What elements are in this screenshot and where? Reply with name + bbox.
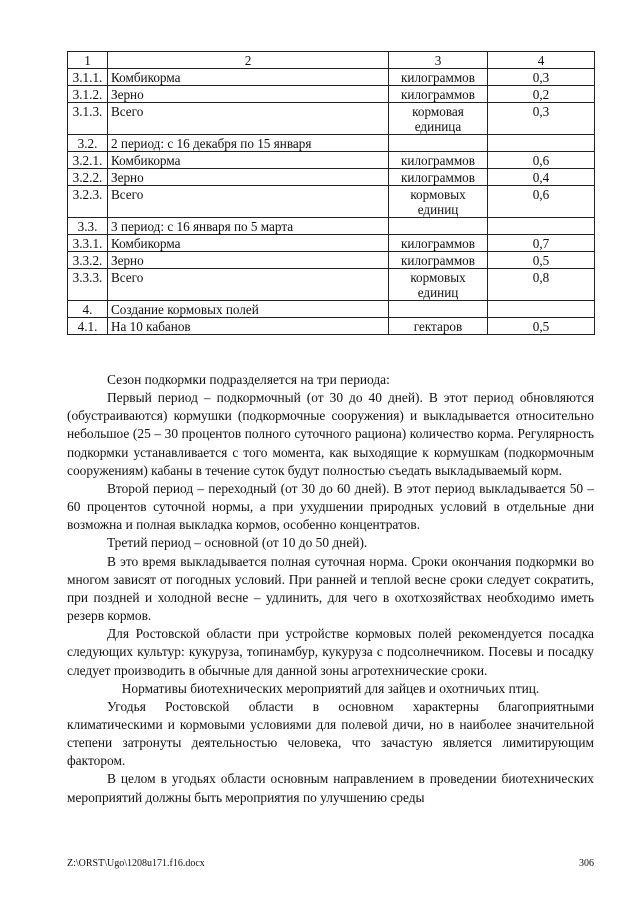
table-cell: Всего [108, 269, 389, 301]
table-cell [488, 135, 595, 152]
table-cell: 4. [68, 301, 108, 318]
table-cell: Зерно [108, 86, 389, 103]
table-cell: кормовых единиц [389, 269, 488, 301]
table-row [68, 252, 595, 269]
table-row [68, 103, 595, 135]
table-cell [488, 218, 595, 235]
header-cell: 4 [488, 52, 595, 69]
table-cell: 0,5 [488, 318, 595, 335]
table-cell: 3 период: с 16 января по 5 марта [108, 218, 389, 235]
table-cell: 0,3 [488, 103, 595, 135]
table-cell: Всего [108, 103, 389, 135]
table-cell: 0,4 [488, 169, 595, 186]
table-cell: 0,3 [488, 69, 595, 86]
table-cell: 3.3. [68, 218, 108, 235]
table-cell: Комбикорма [108, 152, 389, 169]
table-cell: 3.1.2. [68, 86, 108, 103]
table-cell: 0,7 [488, 235, 595, 252]
table-cell: Всего [108, 186, 389, 218]
table-row [68, 318, 595, 335]
table-cell: 3.2.1. [68, 152, 108, 169]
table-cell: 3.1.1. [68, 69, 108, 86]
table-cell [389, 301, 488, 318]
table-row [68, 218, 595, 235]
paragraph: Угодья Ростовской области в основном характерны благоприятными климатическими и кормовыми условиями для полевой дичи, но в наиболее значительной степени затронуты деятельностью человека, что зачастую является лимитирующим фактором. [67, 698, 594, 769]
paragraph: В целом в угодьях области основным направлением в проведении биотехнических мероприятий должны быть мероприятия по улучшению среды [67, 771, 594, 805]
table-cell: кормовых единиц [389, 186, 488, 218]
table-cell: Комбикорма [108, 235, 389, 252]
table-cell: 3.2.2. [68, 169, 108, 186]
table-cell: 3.3.1. [68, 235, 108, 252]
table-header-row [68, 52, 595, 69]
table-cell: 0,8 [488, 269, 595, 301]
table-cell: килограммов [389, 69, 488, 86]
paragraph: Второй период – переходный (от 30 до 60 дней). В этот период выкладывается 50 – 60 процентов суточной нормы, а при ухудшении природных условий в отдельные дни возможна и полная выкладка кормов, особенно концентратов. [67, 480, 594, 533]
table-cell: Зерно [108, 252, 389, 269]
table-cell: На 10 кабанов [108, 318, 389, 335]
table-cell: 0,2 [488, 86, 595, 103]
table-cell: 3.1.3. [68, 103, 108, 135]
body-text [67, 371, 594, 807]
table-cell: 0,6 [488, 186, 595, 218]
table-cell: Создание кормовых полей [108, 301, 389, 318]
table-row [68, 269, 595, 301]
paragraph: Сезон подкормки подразделяется на три периода: [107, 372, 390, 387]
table-row [68, 169, 595, 186]
table-cell [389, 218, 488, 235]
page-number: 306 [579, 858, 594, 869]
table-row [68, 135, 595, 152]
header-cell: 1 [68, 52, 108, 69]
table-row [68, 69, 595, 86]
table-cell: 0,6 [488, 152, 595, 169]
table-cell: Зерно [108, 169, 389, 186]
paragraph: Третий период – основной (от 10 до 50 дней). [107, 535, 368, 551]
section-heading: Нормативы биотехнических мероприятий для зайцев и охотничьих птиц. [121, 680, 540, 696]
table-cell: Комбикорма [108, 69, 389, 86]
page-footer [67, 858, 594, 869]
header-cell: 3 [389, 52, 488, 69]
table-cell: килограммов [389, 152, 488, 169]
table-cell: 3.3.3. [68, 269, 108, 301]
paragraph: В это время выкладывается полная суточная норма. Сроки окончания подкормки во многом зависят от погодных условий. При ранней и теплой весне сроки следует сократить, при поздней и холодной весне – удлинить, для чего в охотхозяйствах необходимо иметь резерв кормов. [67, 553, 594, 624]
table-row [68, 301, 595, 318]
paragraph: Для Ростовской области при устройстве кормовых полей рекомендуется посадка следующих культур: кукуруза, топинамбур, кукуруза с подсолнечником. Посевы и посадку следует производить в обычные для данной зоны агротехнические сроки. [67, 626, 594, 678]
file-path: Z:\ORST\Ugo\1208u171.f16.docx [67, 858, 205, 869]
table-cell: 3.2. [68, 135, 108, 152]
table-cell [389, 135, 488, 152]
table-cell: 4.1. [68, 318, 108, 335]
table-row [68, 235, 595, 252]
table-row [68, 186, 595, 218]
table-cell: 2 период: с 16 декабря по 15 января [108, 135, 389, 152]
table-cell: гектаров [389, 318, 488, 335]
norms-table [67, 51, 595, 335]
table-row [68, 152, 595, 169]
table-row [68, 86, 595, 103]
table-cell: килограммов [389, 235, 488, 252]
table-cell: килограммов [389, 252, 488, 269]
table-cell: килограммов [389, 169, 488, 186]
paragraph: Первый период – подкормочный (от 30 до 40 дней). В этот период обновляются (обустраиваются) кормушки (подкормочные сооружения) и выкладывается относительно небольшое (25 – 30 процентов полного суточного рациона) количество корма. Регулярность подкормки устанавливается с того момента, как выходящие к кормушкам (подкормочным сооружениям) кабаны в течение суток будут полностью съедать выкладываемый корм. [67, 390, 594, 478]
table-cell: кормовая единица [389, 103, 488, 135]
table-cell [488, 301, 595, 318]
table-cell: 3.3.2. [68, 252, 108, 269]
table-cell: килограммов [389, 86, 488, 103]
table-cell: 3.2.3. [68, 186, 108, 218]
header-cell: 2 [108, 52, 389, 69]
table-cell: 0,5 [488, 252, 595, 269]
